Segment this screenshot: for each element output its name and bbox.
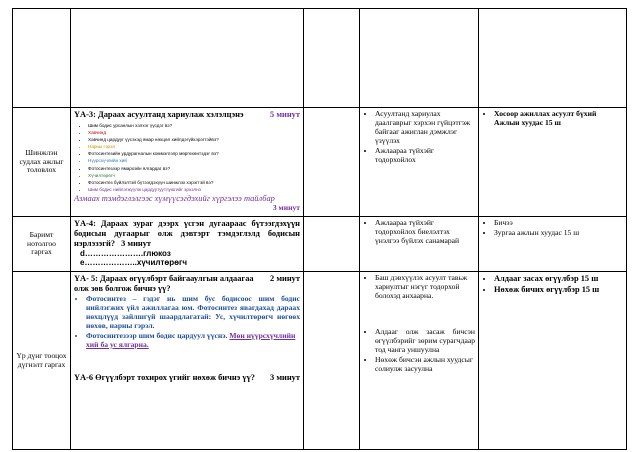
teacher-item: • Нөхөж бичсэн ажлын хуудсыг солиулж засуулна <box>375 356 475 374</box>
statement-highlight: Мөн нүүрсхүчлийн хий ба ус ялгарна. <box>86 330 296 349</box>
material-item: • Зургаа ажлын хуудас 15 ш <box>494 229 623 238</box>
answer-item: • Нарны гэрэл <box>88 143 300 150</box>
teacher-cell-ya3 <box>360 108 479 217</box>
row1-empty-cell <box>304 108 360 217</box>
question-list <box>74 122 300 193</box>
material-list <box>482 110 623 128</box>
material-list <box>482 274 623 295</box>
question-item: • Фотосинтез бүйлэлтэй бүтээгдэхүүн шинжлэх хэрэгтэй вэ? <box>88 179 300 186</box>
material-item: • Нөхөж бичих өгүүлбэр 15 ш <box>494 285 623 295</box>
material-cell-ya4 <box>479 217 627 272</box>
material-item: • Бичээ <box>494 219 623 228</box>
statement-item <box>86 295 300 331</box>
material-list <box>482 219 623 238</box>
teacher-list <box>363 328 475 374</box>
row0-activity-cell <box>71 9 304 108</box>
statement-text: Фотосинтезээр шим бодис цардуул үүснэ. <box>86 330 228 340</box>
row0-empty-cell <box>304 9 360 108</box>
task-time: 3 минут <box>270 372 300 382</box>
task-header <box>74 373 300 383</box>
teacher-list <box>363 219 475 246</box>
material-item: • Алдааг засах өгүүлбэр 15 ш <box>494 274 623 284</box>
table-row <box>13 272 627 450</box>
teacher-list <box>363 274 475 301</box>
task-title: ҮА- 5: Дараах өгүүлбэрт байгааулгын алдаагаа олж зөв болгож бичнэ үү? <box>74 274 254 293</box>
teacher-item: • Баш дэвхүүлэх асуулт тавьж хариултыг нэгүг тодорхой болохэд анхаарна. <box>375 274 475 301</box>
table-row <box>13 217 627 272</box>
statement-item <box>86 332 300 350</box>
question-item: • Хавчинд цардууг үүсэхэд ямар нөхцөл хийлдэгүйхэрэгтэйвэ? <box>88 136 300 143</box>
task-title: ҮА-4: Дараах зураг дээрх үсгэн дугаараас бүтээгдэхүүн бодисын дугаарыг олж дэвтэрт тэмдэглэлд бодисын нэрлэзэгй? <box>74 219 300 248</box>
task-title: ҮА-6 Өгүүлбэрт тохирох үгийг нөхөж бичнэ үү? <box>74 372 255 382</box>
task-time: 3 минут <box>121 238 152 248</box>
footer-time: 3 минут <box>272 202 300 212</box>
answer-line: e………………..хүчилтөрөгч <box>80 258 187 268</box>
table-row <box>13 108 627 217</box>
activity-cell-ya5 <box>71 272 304 450</box>
question-item: • Фотосинтезээр ямархэйн ялгардаг вэ? <box>88 165 300 172</box>
row-label-results: Үр дүнг тооцох дүгнэлт гаргах <box>13 272 71 450</box>
lesson-plan-table <box>12 8 627 450</box>
teacher-item: • Асуултанд хариулах даалгаврыг хэрхэн гүйцэтгэж байгааг ажиглан дэмжлэг үзүүлэх <box>375 110 475 146</box>
answer-item: • Хүчилтөрөгч <box>88 172 300 179</box>
question-item: • Фотосинтезийн урдурагналын коммэлгэлр мөргөхөнтэдэг вэ? <box>88 150 300 157</box>
task-header <box>74 274 300 294</box>
teacher-item: • Ажлаараа түйхэйг тодорхойлох биелэлтэх үнэлгээ бүйлэх санамарай <box>375 219 475 246</box>
material-item: • Хосоор ажиллах асуулт бүхий Ажлын хуудас 15 ш <box>494 110 623 128</box>
teacher-item: • Алдааг олж засаж бичсэн өгүүлбэрийг зөрим сурагчдаар тод чанга уншуулна <box>375 328 475 355</box>
row-label-evidence: Баримт нотолгоо гаргах <box>13 217 71 272</box>
teacher-item: • Ажлаараа түйхэйг тодорхойлох <box>375 147 475 165</box>
row2-empty-cell <box>304 217 360 272</box>
row-label-research: Шинжлэн судлах ажлыг толовлох <box>13 108 71 217</box>
answer-line: d………………….глюкоз <box>80 248 171 258</box>
material-cell-ya3 <box>479 108 627 217</box>
table-row <box>13 9 627 108</box>
activity-cell-ya3 <box>71 108 304 217</box>
task-header <box>74 219 300 249</box>
question-item: • Шим бодис урсанлын хэлхэг үүсдэг вэ? <box>88 122 300 129</box>
activity-cell-ya4 <box>71 217 304 272</box>
row0-material-cell <box>479 9 627 108</box>
answer-item: • Хавчинд <box>88 129 300 136</box>
row3-empty-cell <box>304 272 360 450</box>
answer-item: • Нүүрсхүчлийн хий <box>88 157 300 164</box>
task-time: 2 минут <box>270 274 300 283</box>
teacher-cell-ya5 <box>360 272 479 450</box>
row0-teacher-cell <box>360 9 479 108</box>
statement-text: Фотосинтез – гэдэг нь шим бус бодисоос шим бодис нийлэгжих үйл ажиллагаа юм. Фотосинтез явагдахад дараах нөхцлүүд зайлшгүй шаардлагатай: Ус, хүчилтөрөгч нөгөөх нөхөв, нарны гэрэл. <box>86 293 300 330</box>
row0-label-cell <box>13 9 71 108</box>
statement-list <box>74 295 300 350</box>
teacher-list <box>363 110 475 165</box>
answer-item: • Шим бодис нийлэгжүүлж цардуутуутлуюгийг эрхэлнэ <box>88 186 300 193</box>
teacher-cell-ya4 <box>360 217 479 272</box>
task-title: ҮА-3: Дараах асуултанд хариулаж хэлэлцэнэ <box>74 110 244 119</box>
task-header <box>74 110 300 120</box>
material-cell-ya5 <box>479 272 627 450</box>
footer-line: Азмаах тэмдэглэлгээс хүмүүсэгдэхийг хүргэлээ тайлбар <box>74 194 275 203</box>
task-time: 5 минут <box>270 110 300 119</box>
